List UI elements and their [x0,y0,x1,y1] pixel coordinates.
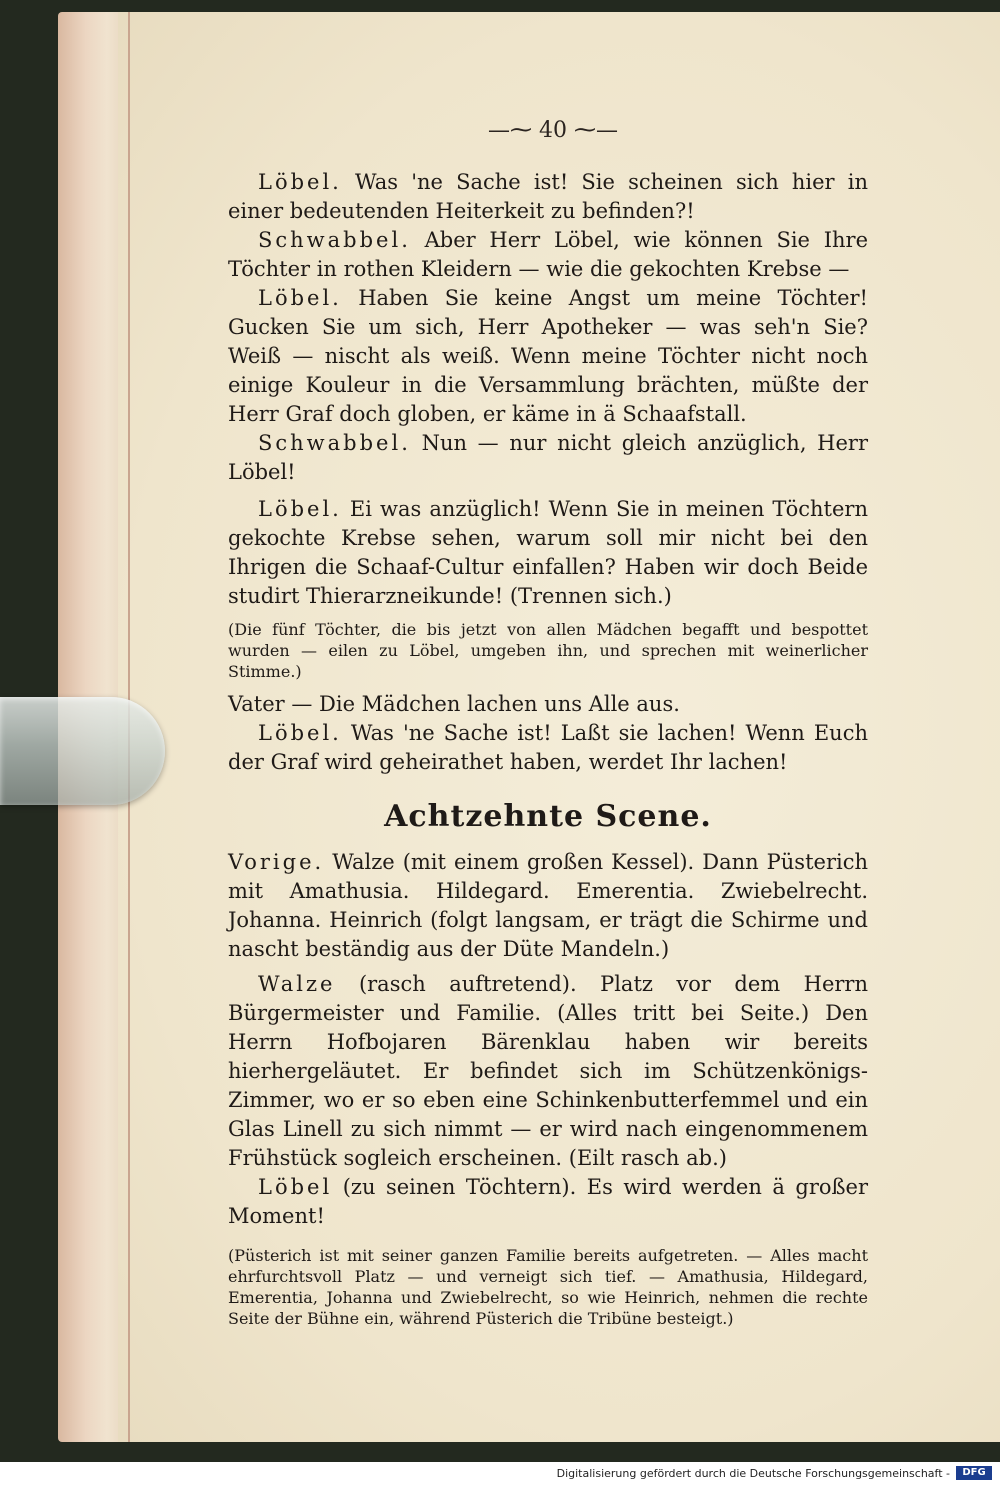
dialogue-line [228,848,868,964]
dialogue-text: Aber Herr Löbel, wie können Sie Ihre Töchter in rothen Kleidern — wie die gekochten Krebse — [228,228,868,281]
speaker-name: Löbel. [258,286,342,310]
speaker-name: Walze [258,972,336,996]
speaker-name: Schwabbel. [258,228,411,252]
dialogue-text: Walze (mit einem großen Kessel). Dann Püsterich mit Amathusia. Hildegard. Emerentia. Zwiebelrecht. Johanna. Heinrich (folgt langsam, er trägt die Schirme und nascht beständig aus der Düte Mandeln.) [228,850,868,961]
page-holder-clip [0,697,165,805]
speaker-name: Löbel. [258,721,342,745]
dialogue-text: Was 'ne Sache ist! Sie scheinen sich hier in einer bedeutenden Heiterkeit zu befinden?! [228,170,868,223]
dialogue-line [228,284,868,429]
dialogue-line [228,690,868,719]
dialogue-text: Nun — nur nicht gleich anzüglich, Herr Löbel! [228,431,868,484]
dialogue-line [228,226,868,284]
speaker-name: Löbel. [258,170,342,194]
dialogue-line [228,719,868,777]
dialogue-line [228,429,868,487]
speaker-name: Vorige. [228,850,325,874]
dialogue-line [228,970,868,1173]
dialogue-line [228,168,868,226]
footer-credit: Digitalisierung gefördert durch die Deutsche Forschungsgemeinschaft - [556,1467,950,1480]
dialogue-text: (rasch auftretend). Platz vor dem Herrn Bürgermeister und Familie. (Alles tritt bei Seite.) Den Herrn Hofbojaren Bärenklau haben wir bereits hierhergeläutet. Er befindet sich im Schützenkönigs-Zimmer, wo er so eben eine Schinkenbutterfemmel und ein Glas Linell zu sich nimmt — er wird nach eingenommenem Frühstück sogleich erscheinen. (Eilt rasch ab.) [228,972,868,1170]
speaker-name: Löbel. [258,497,342,521]
dialogue-text: Haben Sie keine Angst um meine Töchter! Gucken Sie um sich, Herr Apotheker — was seh'n Sie? Weiß — nischt als weiß. Wenn meine Töchter nicht noch einige Kouleur in die Versammlung brächten, müßte der Herr Graf doch globen, er käme in ä Schaafstall. [228,286,868,426]
dfg-logo: DFG [956,1466,992,1480]
stage-direction: (Die fünf Töchter, die bis jetzt von allen Mädchen begafft und bespottet wurden — eilen zu Löbel, umgeben ihn, und sprechen mit weinerlicher Stimme.) [228,620,868,681]
scene-title: Achtzehnte Scene. [384,799,712,834]
dialogue-block-1 [228,168,868,1337]
dialogue-text: Vater — Die Mädchen lachen uns Alle aus. [228,692,680,716]
dialogue-text: Was 'ne Sache ist! Laßt sie lachen! Wenn Euch der Graf wird geheirathet haben, werdet Ihr lachen! [228,721,868,774]
dialogue-text: (zu seinen Töchtern). Es wird werden ä großer Moment! [228,1175,868,1228]
dialogue-line [228,495,868,611]
speaker-name: Schwabbel. [258,431,411,455]
speaker-name: Löbel [258,1175,333,1199]
page-number: —⁓ 40 ⁓— [488,118,618,143]
stage-direction: (Püsterich ist mit seiner ganzen Familie bereits aufgetreten. — Alles macht ehrfurchtsvoll Platz — und verneigt sich tief. — Amathusia, Hildegard, Emerentia, Johanna und Zwiebelrecht, so wie Heinrich, nehmen die rechte Seite der Bühne ein, während Püsterich die Tribüne besteigt.) [228,1246,868,1328]
dialogue-text: Ei was anzüglich! Wenn Sie in meinen Töchtern gekochte Krebse sehen, warum soll mir nicht bei den Ihrigen die Schaaf-Cultur einfallen? Haben wir doch Beide studirt Thierarzneikunde! (Trennen sich.) [228,497,868,608]
dialogue-line [228,1173,868,1231]
